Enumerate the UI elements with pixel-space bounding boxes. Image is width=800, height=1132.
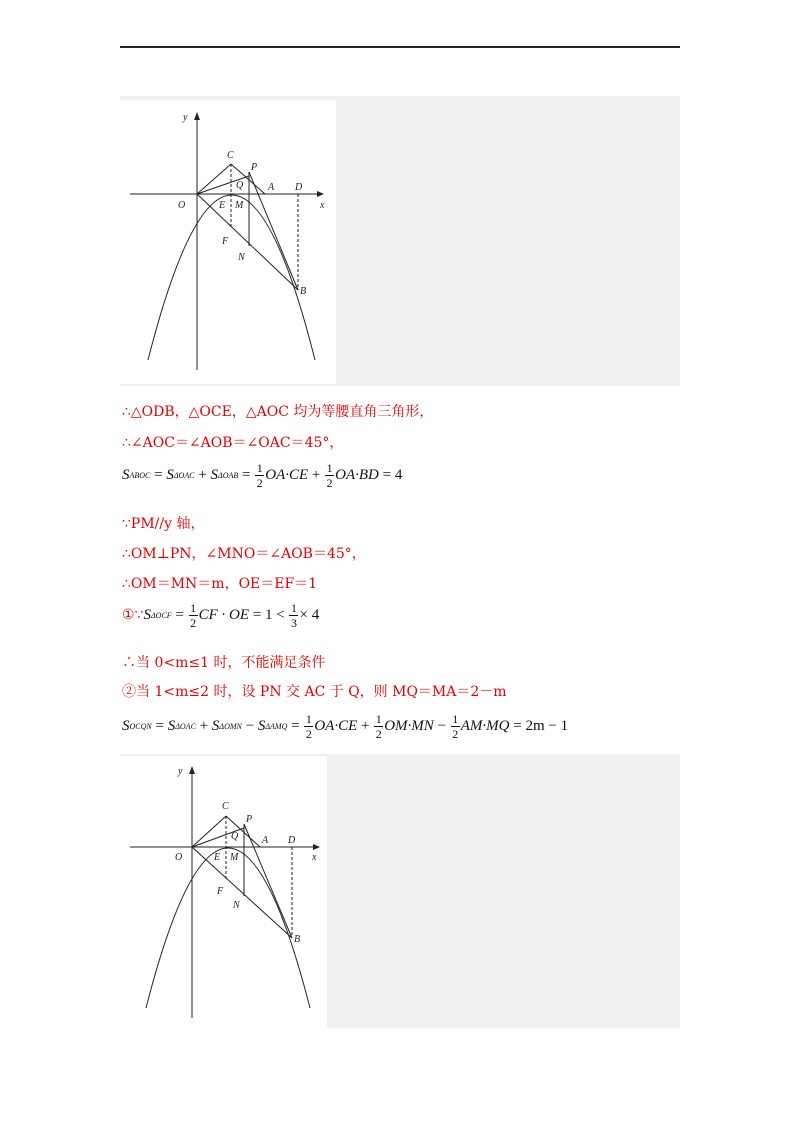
parabola-figure-2 (120, 756, 327, 1028)
label-M-2: M (230, 852, 239, 863)
label-F: F (222, 236, 229, 247)
label-x: x (320, 200, 325, 211)
text-line-1: ∴△ODB，△OCE，△AOC 均为等腰直角三角形， (122, 404, 434, 420)
label-y: y (183, 112, 188, 123)
label-C: C (227, 150, 234, 161)
label-D-2: D (288, 835, 296, 846)
formula-area-ocf: ①∵ S ΔOCF = $\frac{1}{2}$ CF · OE = 1 < $\frac{1}{3}$ × 4 (122, 601, 320, 630)
label-x-2: x (312, 852, 317, 863)
label-B: B (300, 286, 307, 297)
formula-area-ocqn: S OCQN = S ΔOAC + S ΔOMN − S ΔAMQ = $\frac{1}{2}$ OA·CE + $\frac{1}{2}$ OM·MN − $\frac{1}{2}$ AM·MQ = 2m − 1 (122, 712, 569, 741)
label-F-2: F (217, 886, 224, 897)
label-E: E (219, 200, 226, 211)
parabola-figure-1 (120, 100, 336, 384)
label-M: M (235, 200, 244, 211)
header-rule (120, 46, 680, 48)
label-E-2: E (214, 852, 221, 863)
label-P: P (251, 162, 258, 173)
text-line-2: ∴∠AOC＝∠AOB＝∠OAC＝45°， (122, 435, 344, 451)
text-line-6: ∴OM＝MN＝m，OE＝EF＝1 (122, 576, 318, 592)
label-O: O (178, 200, 186, 211)
text-line-8: ∴当 0<m≤1 时，不能满足条件 (122, 655, 326, 671)
text-line-4: ∵PM//y 轴， (122, 516, 205, 532)
label-N-2: N (233, 900, 240, 911)
text-line-9: ②当 1<m≤2 时，设 PN 交 AC 于 Q，则 MQ＝MA＝2－m (122, 684, 507, 700)
text-line-5: ∴OM⊥PN，∠MNO＝∠AOB＝45°， (122, 546, 366, 562)
label-D: D (295, 182, 303, 193)
label-y-2: y (178, 766, 183, 777)
label-Q-2: Q (231, 831, 239, 842)
label-P-2: P (246, 814, 253, 825)
label-Q: Q (236, 180, 244, 191)
label-A: A (268, 182, 275, 193)
label-B-2: B (294, 934, 301, 945)
label-N: N (238, 252, 245, 263)
label-C-2: C (222, 801, 229, 812)
label-A-2: A (262, 835, 269, 846)
label-O-2: O (175, 852, 183, 863)
formula-area-abo: S ABOC = S ΔOAC + S ΔOAB = $\frac{1}{2}$ OA·CE + $\frac{1}{2}$ OA·BD = 4 (122, 461, 403, 490)
